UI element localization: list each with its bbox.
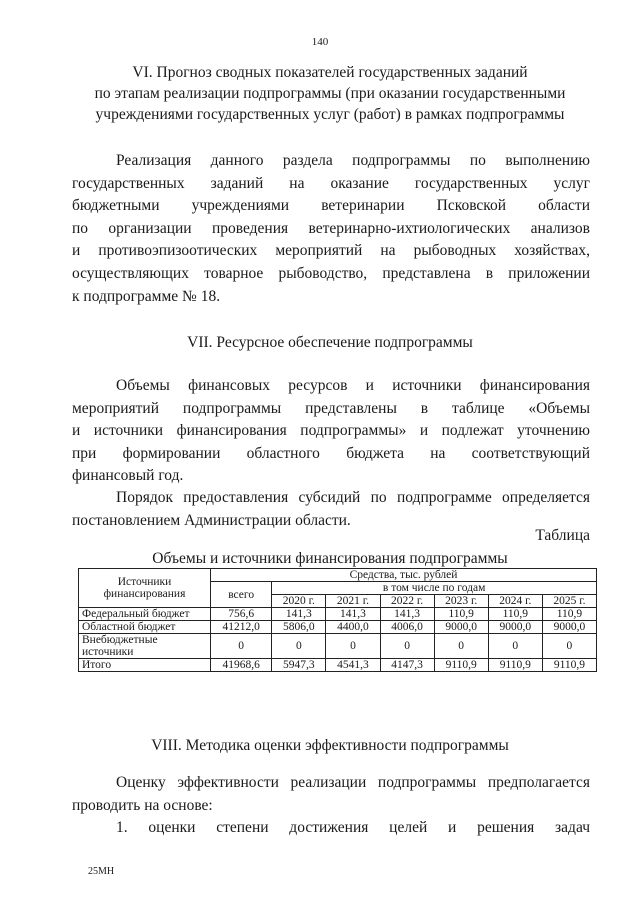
cell-value: 0 xyxy=(542,634,596,659)
paragraph-line: по организации проведения ветеринарно-ихтиологических анализов xyxy=(72,219,590,237)
cell-value: 141,3 xyxy=(272,608,326,621)
page-number: 140 xyxy=(311,36,329,48)
cell-value: 141,3 xyxy=(380,608,434,621)
cell-total: 41968,6 xyxy=(211,659,272,672)
cell-value: 4147,3 xyxy=(380,659,434,672)
header-year: 2024 г. xyxy=(488,595,542,608)
cell-value: 110,9 xyxy=(434,608,488,621)
cell-value: 0 xyxy=(380,634,434,659)
paragraph-line: Объемы финансовых ресурсов и источники финансирования xyxy=(116,377,590,394)
paragraph-line: мероприятий подпрограммы представлены в таблице «Объемы xyxy=(72,399,590,417)
section-6-title xyxy=(60,62,600,125)
cell-value: 0 xyxy=(272,634,326,659)
header-year: 2020 г. xyxy=(272,595,326,608)
row-label: Областной бюджет xyxy=(79,621,211,634)
financing-table xyxy=(78,568,597,672)
paragraph-line: и источники финансирования подпрограммы» и подлежат уточнению xyxy=(72,422,590,440)
section-6-paragraph xyxy=(72,150,590,308)
cell-value: 9110,9 xyxy=(488,659,542,672)
cell-value: 9000,0 xyxy=(488,621,542,634)
paragraph-line: Реализация данного раздела подпрограммы по выполнению xyxy=(116,152,590,169)
cell-value: 4541,3 xyxy=(326,659,380,672)
header-year: 2022 г. xyxy=(380,595,434,608)
cell-value: 110,9 xyxy=(542,608,596,621)
section-6-title-line: учреждениями государственных услуг (работ) в рамках подпрограммы xyxy=(95,106,565,123)
header-by-years: в том числе по годам xyxy=(272,582,597,595)
paragraph-line: бюджетными учреждениями ветеринарии Псковской области xyxy=(72,197,590,215)
paragraph-line: проводить на основе: xyxy=(72,796,213,814)
header-year: 2021 г. xyxy=(326,595,380,608)
cell-total: 0 xyxy=(211,634,272,659)
header-year: 2025 г. xyxy=(542,595,596,608)
paragraph-line: государственных заданий на оказание государственных услуг xyxy=(72,174,590,192)
section-7-paragraph-2 xyxy=(72,487,590,532)
cell-value: 110,9 xyxy=(488,608,542,621)
cell-value: 0 xyxy=(326,634,380,659)
cell-value: 4400,0 xyxy=(326,621,380,634)
header-total: всего xyxy=(211,582,272,608)
cell-value: 5806,0 xyxy=(272,621,326,634)
cell-value: 141,3 xyxy=(326,608,380,621)
row-label: Федеральный бюджет xyxy=(79,608,211,621)
cell-total: 41212,0 xyxy=(211,621,272,634)
paragraph-line: Оценку эффективности реализации подпрограммы предполагается xyxy=(116,774,590,791)
paragraph-line: постановлением Администрации области. xyxy=(72,511,351,529)
list-item: 1. оценки степени достижения целей и решения задач xyxy=(116,819,590,837)
cell-value: 0 xyxy=(488,634,542,659)
cell-value: 4006,0 xyxy=(380,621,434,634)
table-header-row xyxy=(79,569,597,582)
header-funds: Средства, тыс. рублей xyxy=(211,569,597,582)
header-source: Источники финансирования xyxy=(79,569,211,608)
section-6-title-line: по этапам реализации подпрограммы (при оказании государственными xyxy=(94,85,566,102)
paragraph-line: к подпрограмме № 18. xyxy=(72,287,221,305)
table-row-total xyxy=(79,659,597,672)
table-title: Объемы и источники финансирования подпрограммы xyxy=(152,550,508,567)
header-year: 2023 г. xyxy=(434,595,488,608)
paragraph-line: Порядок предоставления субсидий по подпрограмме определяется xyxy=(116,489,590,506)
cell-value: 9000,0 xyxy=(434,621,488,634)
paragraph-line: при формировании областного бюджета на соответствующий xyxy=(72,444,590,462)
cell-value: 9110,9 xyxy=(542,659,596,672)
paragraph-line: финансовый год. xyxy=(72,467,184,485)
section-7-paragraph-1 xyxy=(72,375,590,488)
section-8-paragraph xyxy=(72,772,590,840)
cell-value: 9110,9 xyxy=(434,659,488,672)
footer-code: 25МН xyxy=(88,866,115,877)
table-row xyxy=(79,621,597,634)
row-label: Итого xyxy=(79,659,211,672)
section-6-title-line: VI. Прогноз сводных показателей государственных заданий xyxy=(132,64,528,81)
cell-value: 9000,0 xyxy=(542,621,596,634)
table-label: Таблица xyxy=(535,527,590,544)
row-label: Внебюджетные источники xyxy=(79,634,211,659)
paragraph-line: и противоэпизоотических мероприятий на рыбоводных хозяйствах, xyxy=(72,242,590,260)
cell-value: 0 xyxy=(434,634,488,659)
table-row xyxy=(79,608,597,621)
table-row xyxy=(79,634,597,659)
section-7-title: VII. Ресурсное обеспечение подпрограммы xyxy=(187,334,473,351)
section-8-title: VIII. Методика оценки эффективности подпрограммы xyxy=(151,737,509,754)
cell-value: 5947,3 xyxy=(272,659,326,672)
paragraph-line: осуществляющих товарное рыбоводство, представлена в приложении xyxy=(72,264,590,282)
cell-total: 756,6 xyxy=(211,608,272,621)
